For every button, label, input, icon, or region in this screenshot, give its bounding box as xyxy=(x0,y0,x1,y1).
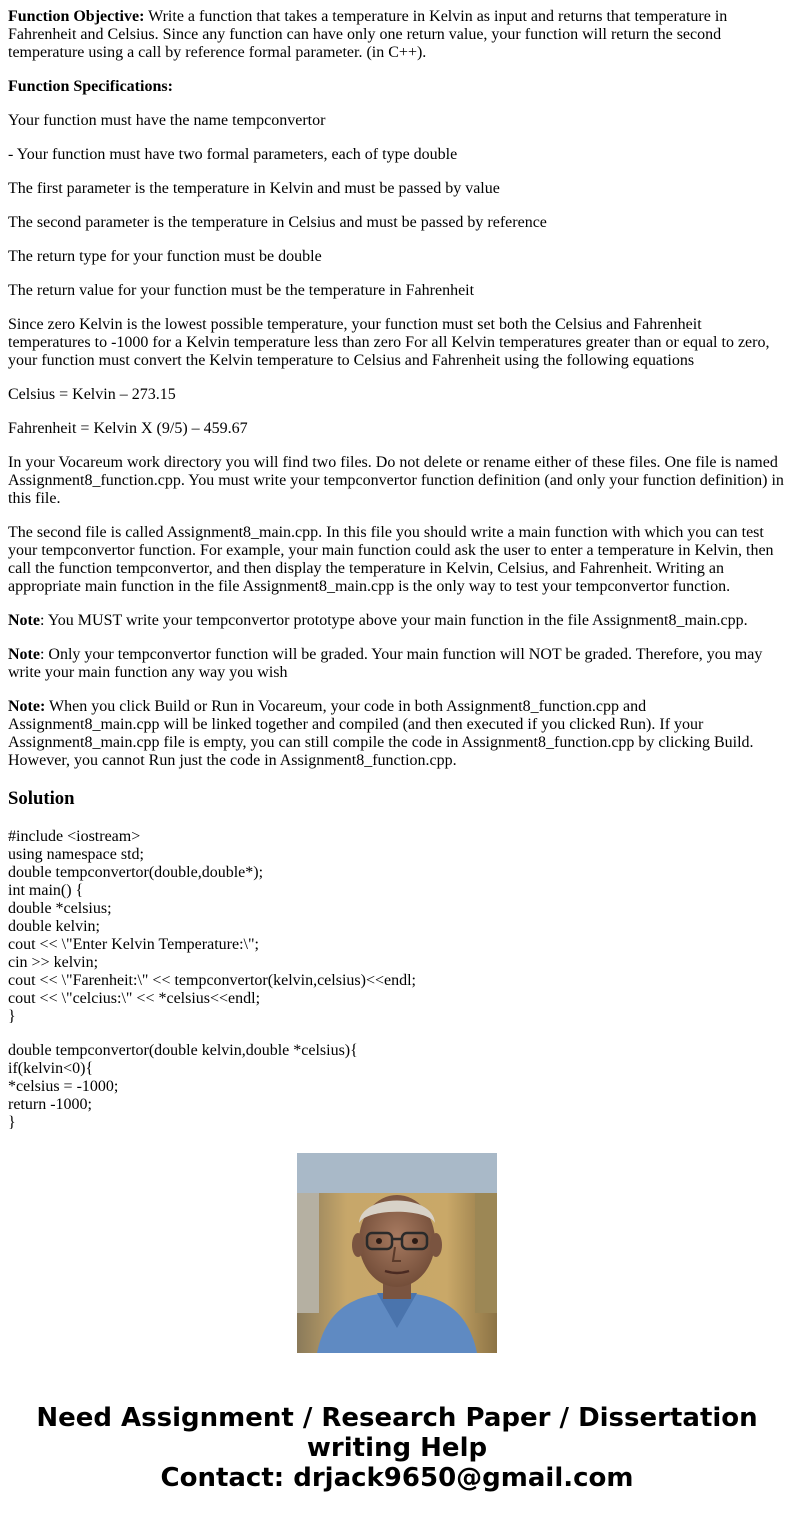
code-line: cout << \"Enter Kelvin Temperature:\"; xyxy=(8,936,259,953)
note-paragraph xyxy=(8,646,786,682)
code-line: double kelvin; xyxy=(8,918,100,935)
code-line: cin >> kelvin; xyxy=(8,954,99,971)
code-line: using namespace std; xyxy=(8,846,144,863)
note-label: Note xyxy=(8,646,40,663)
note-paragraph xyxy=(8,612,786,630)
spec-paragraph: In your Vocareum work directory you will find two files. Do not delete or rename either of these files. One file is named Assignment8_function.cpp. You must write your tempconvertor function definition (and only your function definition) in this file. xyxy=(8,454,784,507)
spec-paragraph: The first parameter is the temperature in Kelvin and must be passed by value xyxy=(8,180,500,197)
document-content xyxy=(8,8,786,1131)
spec-paragraph: The second parameter is the temperature in Celsius and must be passed by reference xyxy=(8,214,547,231)
note-paragraph xyxy=(8,698,786,770)
code-line: return -1000; xyxy=(8,1096,92,1113)
spec-paragraph: The second file is called Assignment8_main.cpp. In this file you should write a main function with which you can test your tempconvertor function. For example, your main function could ask the user to enter a temperature in Kelvin, then call the function tempconvertor, and then display the temperature in Kelvin, Celsius, and Fahrenheit. Writing an appropriate main function in the file Assignment8_main.cpp is the only way to test your tempconvertor function. xyxy=(8,524,774,595)
promo-contact: Contact: drjack9650@gmail.com xyxy=(160,1463,634,1493)
code-line: if(kelvin<0){ xyxy=(8,1060,94,1077)
code-block-function xyxy=(8,1042,786,1132)
note-label: Note: xyxy=(8,698,46,715)
promo-line: Need Assignment / Research Paper / Dissertation xyxy=(36,1403,758,1433)
spec-paragraph: - Your function must have two formal parameters, each of type double xyxy=(8,146,458,163)
spec-paragraph: Your function must have the name tempconvertor xyxy=(8,112,326,129)
spec-paragraph: The return type for your function must be double xyxy=(8,248,322,265)
code-line: int main() { xyxy=(8,882,84,899)
objective-label: Function Objective: xyxy=(8,8,145,25)
objective-text: Write a function that takes a temperature in Kelvin as input and returns that temperature in Fahrenheit and Celsius. Since any function can have only one return value, your function will return the second temperature using a call by reference formal parameter. (in C++). xyxy=(8,8,728,61)
code-line: double tempconvertor(double,double*); xyxy=(8,864,264,881)
equation-fahrenheit: Fahrenheit = Kelvin X (9/5) – 459.67 xyxy=(8,420,248,437)
code-line: double *celsius; xyxy=(8,900,112,917)
code-line: cout << \"Farenheit:\" << tempconvertor(kelvin,celsius)<<endl; xyxy=(8,972,416,989)
code-line: #include <iostream> xyxy=(8,828,141,845)
code-line: } xyxy=(8,1008,16,1025)
author-photo xyxy=(297,1153,497,1353)
note-label: Note xyxy=(8,612,40,629)
spec-paragraph: Since zero Kelvin is the lowest possible temperature, your function must set both the Celsius and Fahrenheit temperatures to -1000 for a Kelvin temperature less than zero For all Kelvin temperatures greater than or equal to zero, your function must convert the Kelvin temperature to Celsius and Fahrenheit using the following equations xyxy=(8,316,770,369)
code-line: double tempconvertor(double kelvin,double *celsius){ xyxy=(8,1042,358,1059)
person-photo-icon xyxy=(297,1153,497,1353)
solution-heading: Solution xyxy=(8,788,75,809)
spec-paragraph: The return value for your function must be the temperature in Fahrenheit xyxy=(8,282,475,299)
code-line: *celsius = -1000; xyxy=(8,1078,119,1095)
note-text: When you click Build or Run in Vocareum, your code in both Assignment8_function.cpp and Assignment8_main.cpp will be linked together and compiled (and then executed if you clicked Run). If your Assignment8_main.cpp file is empty, you can still compile the code in Assignment8_function.cpp by clicking Build. However, you cannot Run just the code in Assignment8_function.cpp. xyxy=(8,698,754,769)
solution-code xyxy=(8,828,786,1131)
specs-heading xyxy=(8,78,786,96)
equation-celsius: Celsius = Kelvin – 273.15 xyxy=(8,386,176,403)
note-text: : You MUST write your tempconvertor prototype above your main function in the file Assignment8_main.cpp. xyxy=(39,612,748,629)
promo-banner xyxy=(0,1403,794,1493)
code-block-main xyxy=(8,828,786,1026)
note-text: : Only your tempconvertor function will be graded. Your main function will NOT be graded. Therefore, you may write your main function any way you wish xyxy=(8,646,763,681)
objective-paragraph xyxy=(8,8,786,62)
code-line: cout << \"celcius:\" << *celsius<<endl; xyxy=(8,990,261,1007)
code-line: } xyxy=(8,1114,16,1131)
specs-heading-text: Function Specifications: xyxy=(8,78,173,95)
promo-line: writing Help xyxy=(306,1433,488,1463)
